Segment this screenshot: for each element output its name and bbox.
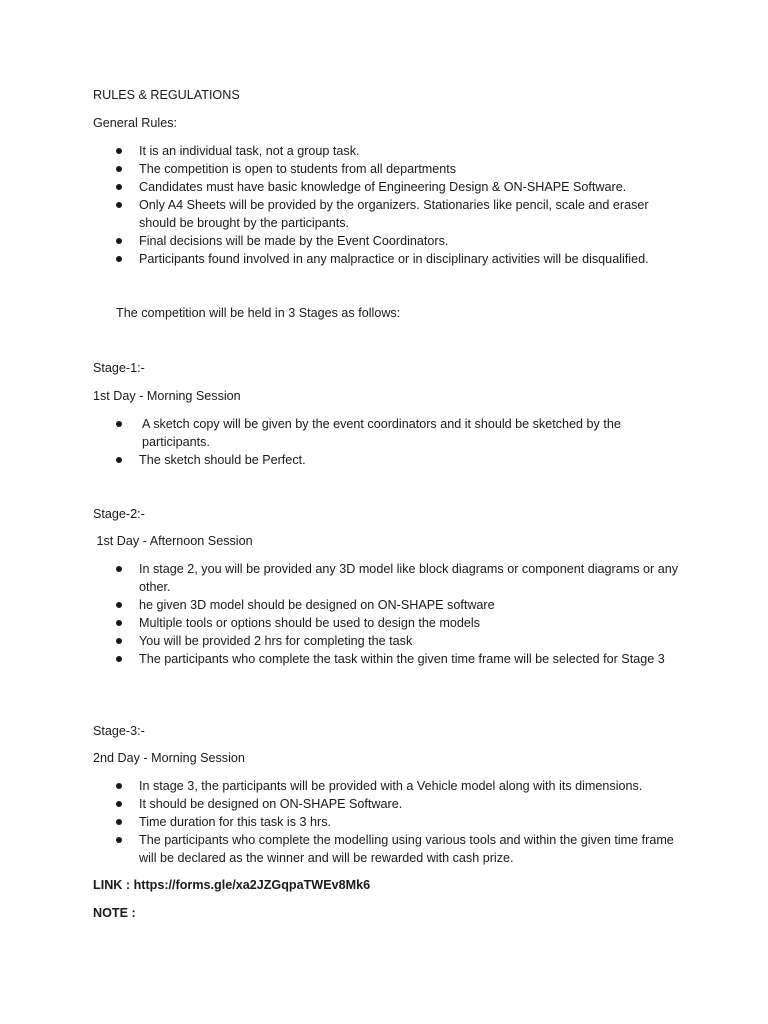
bullet-icon xyxy=(116,620,122,626)
stage2-list xyxy=(0,560,768,668)
bullet-icon xyxy=(116,457,122,463)
general-rules-heading: General Rules: xyxy=(93,116,177,130)
stage1-heading: Stage-1:- xyxy=(93,361,145,375)
bullet-icon xyxy=(116,238,122,244)
list-item: The participants who complete the task within the given time frame will be selected for Stage 3 xyxy=(0,650,679,668)
list-item: You will be provided 2 hrs for completing the task xyxy=(0,632,679,650)
bullet-icon xyxy=(116,783,122,789)
bullet-icon xyxy=(116,166,122,172)
list-item: The sketch should be Perfect. xyxy=(0,451,679,469)
list-item: In stage 2, you will be provided any 3D model like block diagrams or component diagrams or any other. xyxy=(0,560,679,596)
note-label: NOTE : xyxy=(93,906,136,920)
document-title: RULES & REGULATIONS xyxy=(93,88,240,102)
stage1-list xyxy=(0,415,768,469)
bullet-icon xyxy=(116,566,122,572)
bullet-icon xyxy=(116,837,122,843)
list-item: It is an individual task, not a group task. xyxy=(0,142,679,160)
bullet-icon xyxy=(116,202,122,208)
bullet-icon xyxy=(116,819,122,825)
stage1-session: 1st Day - Morning Session xyxy=(93,389,241,403)
list-item: Only A4 Sheets will be provided by the organizers. Stationaries like pencil, scale and eraser should be brought by the participants. xyxy=(0,196,679,232)
list-item: In stage 3, the participants will be provided with a Vehicle model along with its dimensions. xyxy=(0,777,679,795)
stages-intro: The competition will be held in 3 Stages as follows: xyxy=(116,306,401,320)
registration-link[interactable]: LINK : https://forms.gle/xa2JZGqpaTWEv8Mk6 xyxy=(93,878,371,892)
general-rules-list xyxy=(0,142,768,268)
list-item: he given 3D model should be designed on ON-SHAPE software xyxy=(0,596,679,614)
stage3-heading: Stage-3:- xyxy=(93,724,145,738)
bullet-icon xyxy=(116,148,122,154)
bullet-icon xyxy=(116,801,122,807)
bullet-icon xyxy=(116,602,122,608)
bullet-icon xyxy=(116,256,122,262)
list-item: It should be designed on ON-SHAPE Software. xyxy=(0,795,679,813)
stage2-heading: Stage-2:- xyxy=(93,507,145,521)
list-item: Candidates must have basic knowledge of Engineering Design & ON-SHAPE Software. xyxy=(0,178,679,196)
stage3-session: 2nd Day - Morning Session xyxy=(93,751,245,765)
list-item: Multiple tools or options should be used to design the models xyxy=(0,614,679,632)
list-item: Participants found involved in any malpractice or in disciplinary activities will be disqualified. xyxy=(0,250,679,268)
list-item: Final decisions will be made by the Event Coordinators. xyxy=(0,232,679,250)
list-item: The competition is open to students from all departments xyxy=(0,160,679,178)
list-item: A sketch copy will be given by the event coordinators and it should be sketched by the participants. xyxy=(0,415,679,451)
list-item: The participants who complete the modelling using various tools and within the given time frame will be declared as the winner and will be rewarded with cash prize. xyxy=(0,831,679,867)
bullet-icon xyxy=(116,638,122,644)
bullet-icon xyxy=(116,421,122,427)
stage3-list xyxy=(0,777,768,867)
bullet-icon xyxy=(116,184,122,190)
bullet-icon xyxy=(116,656,122,662)
list-item: Time duration for this task is 3 hrs. xyxy=(0,813,679,831)
stage2-session: 1st Day - Afternoon Session xyxy=(93,534,253,548)
